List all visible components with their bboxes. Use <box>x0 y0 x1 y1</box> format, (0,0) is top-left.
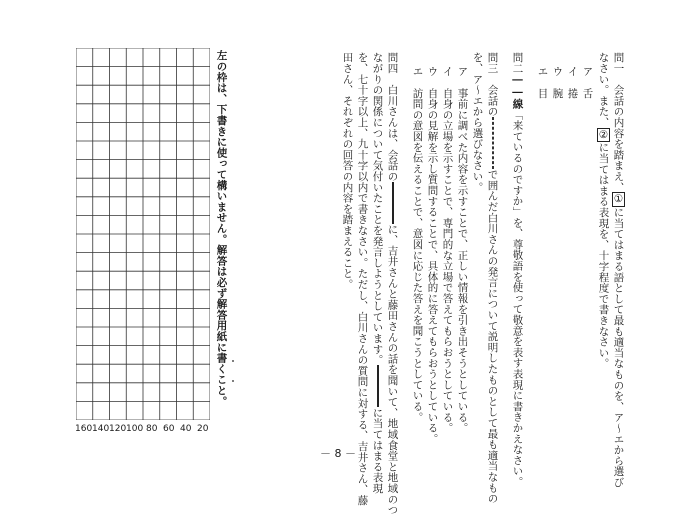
q4-box-2 <box>377 365 379 407</box>
scan-mark <box>232 360 234 362</box>
grid-label-140: 140 <box>92 424 110 434</box>
grid-label-20: 20 <box>197 424 209 434</box>
grid-label-40: 40 <box>180 424 192 434</box>
q3-line2: を、ア〜エから選びなさい。 <box>471 52 484 193</box>
q3-dashed-box <box>492 117 494 169</box>
q1-line1-lead: 問一 会話の内容を踏まえ、 <box>612 52 625 193</box>
q4-line1: 問四 白川さんは、会話のに、吉井さんと藤田さんの話を聞いて、地域食堂と地域のつ <box>386 52 399 515</box>
grid-label-60: 60 <box>163 424 175 434</box>
q1-line1: 問一 会話の内容を踏まえ、①に当てはまる語として最も適当なものを、ア〜エから選び <box>612 52 625 488</box>
grid-label-120: 120 <box>109 424 127 434</box>
q1-line2: なさい。また、②に当てはまる表現を、十字程度で書きなさい。 <box>597 52 610 369</box>
q3-option-d: エ 訪問の意図を伝えることで、意図に応じた答えを聞こうとしている。 <box>411 66 424 423</box>
q4-line3: を、七十字以上、九十字以内で書きなさい。ただし、白川さんの質問に対する、吉井さん、藤 <box>356 52 369 506</box>
q1-box-2: ② <box>597 128 610 141</box>
q2-line: 問二――線「来ているのですか」を、尊敬語を使って敬意を表す表現に書きかえなさい。 <box>511 52 524 488</box>
q3-line1: 問三 会話ので囲んだ白川さんの発言について説明したものとして最も適当なもの <box>486 52 499 504</box>
q4-box-1 <box>392 182 394 224</box>
grid-label-100: 100 <box>126 424 144 434</box>
q1-box-1: ① <box>612 193 625 206</box>
q4-line2: ながりの関係について気付いたことを発言しようとしています。に当てはまる表現 <box>371 52 384 494</box>
scan-mark <box>232 380 234 382</box>
q1-option-d: エ 目 <box>536 66 549 99</box>
q3-option-c: ウ 自身の見解を示し質問することで、具体的に答えてもらおうとしている。 <box>426 66 439 444</box>
q3-option-b: イ 自身の立場を示すことで、専門的な立場で答えてもらおうとしている。 <box>441 66 454 434</box>
q1-option-b: イ 捲 <box>566 66 579 99</box>
q3-option-a: ア 事前に調べた内容を示すことで、正しい情報を引き出そうとしている。 <box>456 66 469 434</box>
q1-option-c: ウ 腕 <box>551 66 564 99</box>
q4-line4: 田さん、それぞれの回答の内容を踏まえること。 <box>341 52 354 290</box>
grid-label-80: 80 <box>146 424 158 434</box>
draft-grid[interactable] <box>76 48 210 420</box>
grid-label-160: 160 <box>75 424 93 434</box>
page-number: － 8 － <box>320 447 356 460</box>
draft-note: 左の枠は、下書きに使って構いません。解答は必ず解答用紙に書くこと。 <box>215 50 228 407</box>
q1-option-a: ア 舌 <box>581 66 594 99</box>
